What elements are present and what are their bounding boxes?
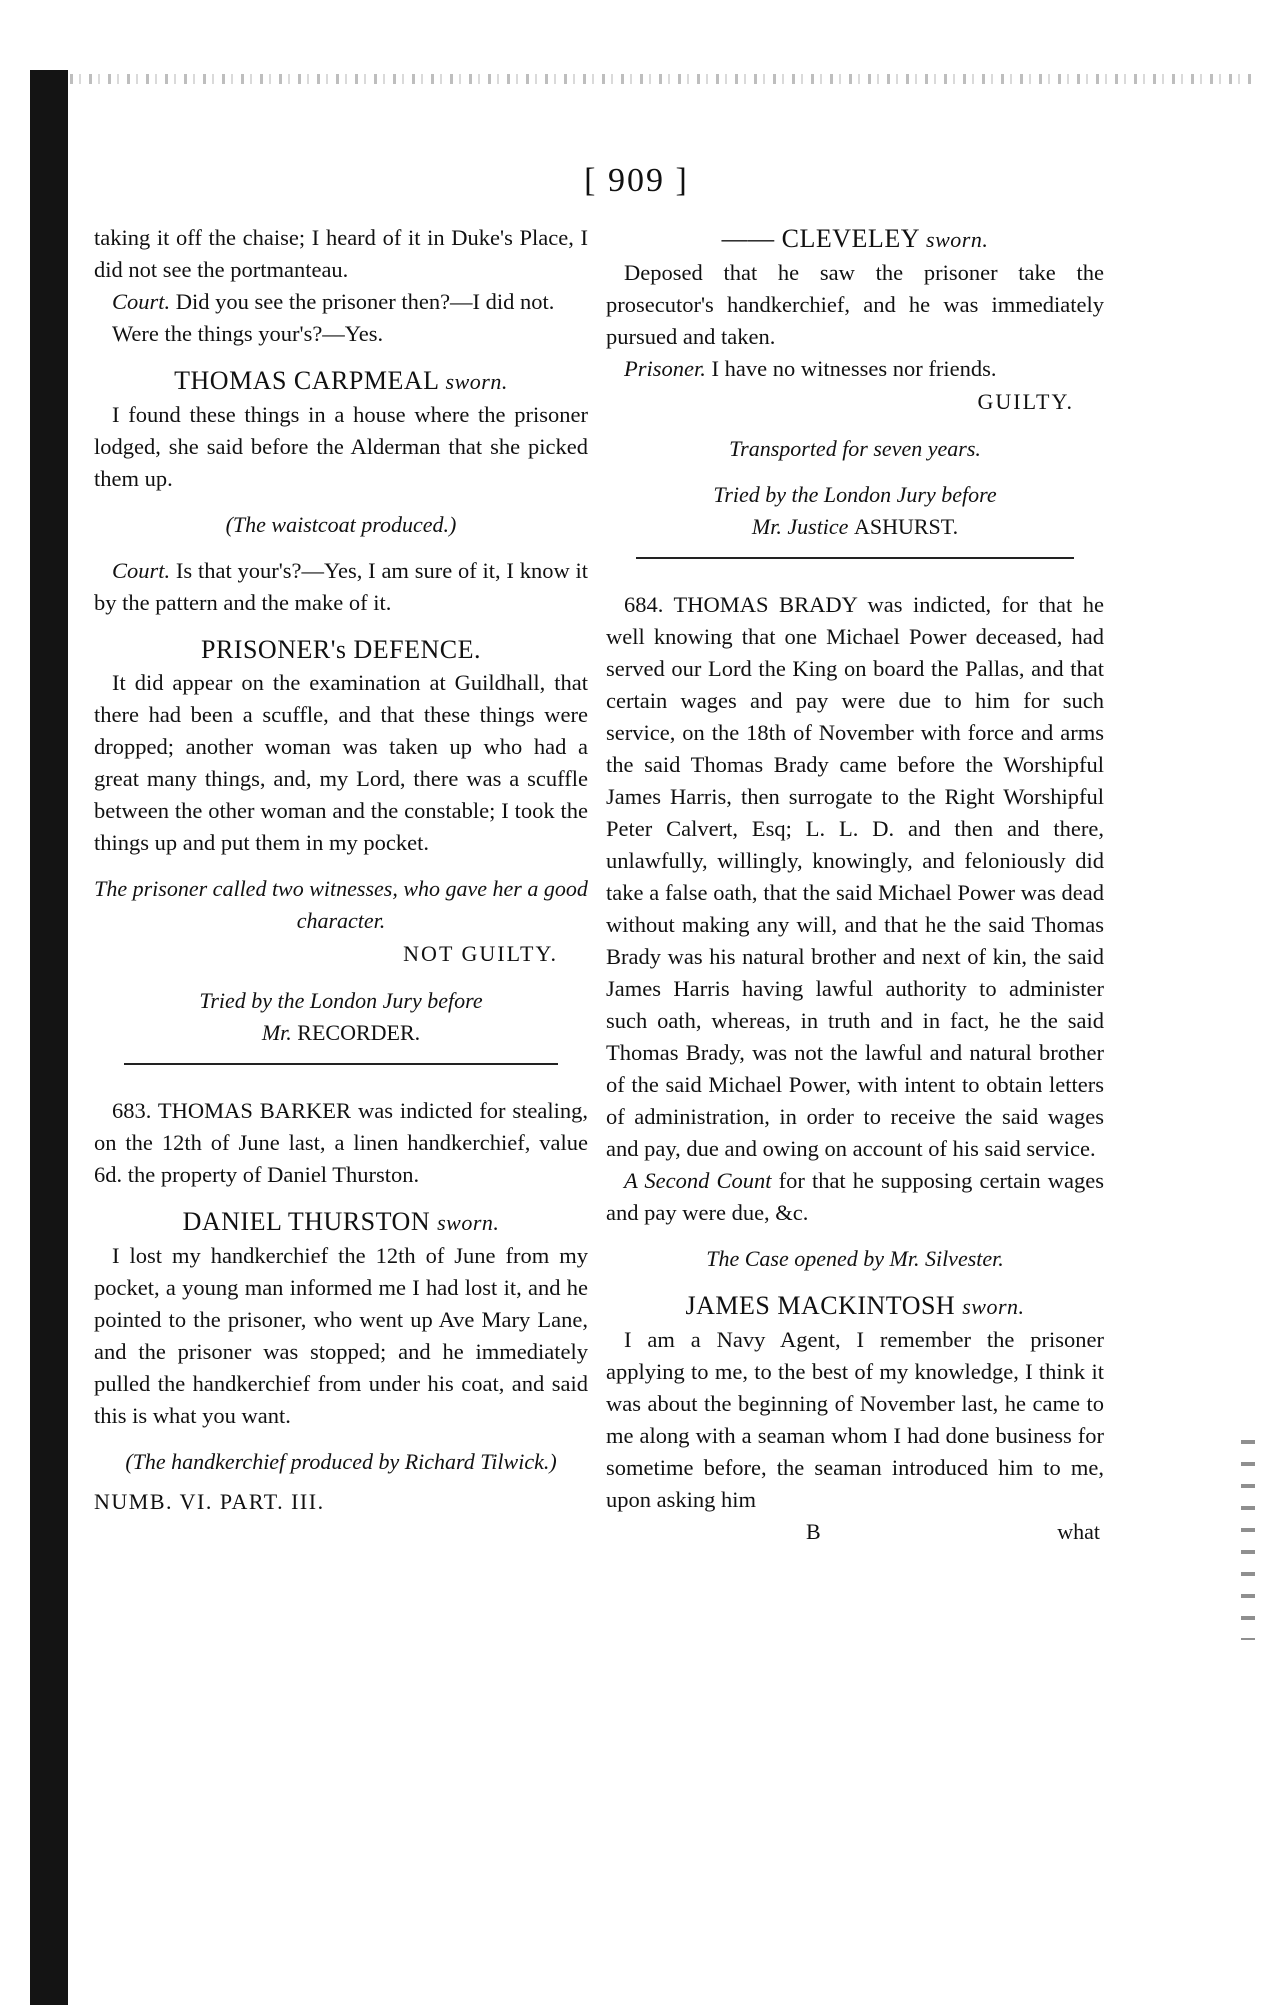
witness-testimony: I lost my handkerchief the 12th of June from my pocket, a young man informed me I had lost it, and he pointed to the prisoner, who went up Ave Mary Lane, and the prisoner was stopped; and he immediately pulled the handkerchief from under his coat, and said this is what you want. bbox=[94, 1243, 588, 1428]
witness-name: —— CLEVELEY bbox=[721, 224, 920, 253]
right-column bbox=[606, 222, 1104, 1548]
part-footer: NUMB. VI. PART. III. bbox=[94, 1489, 325, 1514]
scan-top-noise bbox=[70, 74, 1253, 84]
question-text: Did you see the prisoner then?—I did not. bbox=[170, 289, 555, 314]
judge-name: RECORDER. bbox=[297, 1020, 421, 1045]
continuation-text: taking it off the chaise; I heard of it in Duke's Place, I did not see the portmanteau. bbox=[94, 225, 588, 282]
judge-name: ASHURST. bbox=[853, 514, 959, 539]
speaker-label: Court. bbox=[112, 289, 171, 314]
sworn-label: sworn. bbox=[437, 1210, 500, 1235]
speaker-label: Prisoner. bbox=[624, 356, 706, 381]
sworn-label: sworn. bbox=[962, 1294, 1025, 1319]
second-count bbox=[606, 1165, 1104, 1229]
tried-line: Tried by the London Jury before bbox=[199, 988, 483, 1013]
tried-line-judge bbox=[606, 511, 1104, 543]
witness-name: THOMAS CARPMEAL bbox=[174, 366, 439, 395]
court-question bbox=[94, 286, 588, 318]
witness-name: DANIEL THURSTON bbox=[182, 1207, 431, 1236]
second-count-label: A Second Count bbox=[624, 1168, 772, 1193]
judge-title: Mr. Justice bbox=[751, 514, 849, 539]
exhibit-note: (The handkerchief produced by Richard Tilwick.) bbox=[125, 1449, 557, 1474]
witness-testimony: I am a Navy Agent, I remember the prisoner applying to me, to the best of my knowledge, I think it was about the beginning of November last, he came to me along with a seaman whom I had done business for sometime before, the seaman introduced him to me, upon asking him bbox=[606, 1327, 1104, 1512]
witness-testimony: Deposed that he saw the prisoner take the prosecutor's handkerchief, and he was immediately pursued and taken. bbox=[606, 260, 1104, 349]
verdict: NOT GUILTY. bbox=[403, 941, 558, 966]
case-indictment: 684. THOMAS BRADY was indicted, for that he well knowing that one Michael Power deceased, had served our Lord the King on board the Pallas, and that certain wages and pay were due to him for such service, on the 18th of November with force and arms the said Thomas Brady came before the Worshipful James Harris, then surrogate to the Right Worshipful Peter Calvert, Esq; L. L. D. and then and there, unlawfully, willingly, knowingly, and feloniously did take a false oath, that the said Michael Power was dead without making any will, and that he the said Thomas Brady was his natural brother and next of kin, the said James Harris having lawful authority to administer such oath, whereas, in truth and in fact, he the said Thomas Brady, was not the lawful and natural brother of the said Michael Power, with intent to obtain letters of administration, in order to receive the said wages and pay, due and owing on account of his said service. bbox=[606, 592, 1104, 1161]
court-question bbox=[94, 555, 588, 619]
judge-title: Mr. bbox=[261, 1020, 292, 1045]
signature-mark: B bbox=[806, 1519, 821, 1544]
verdict: GUILTY. bbox=[977, 389, 1074, 414]
section-divider bbox=[636, 557, 1074, 559]
speaker-label: Court. bbox=[112, 558, 171, 583]
prisoner-statement bbox=[606, 353, 1104, 385]
witness-name: JAMES MACKINTOSH bbox=[685, 1291, 956, 1320]
case-indictment: 683. THOMAS BARKER was indicted for stealing, on the 12th of June last, a linen handkerchief, value 6d. the property of Daniel Thurston. bbox=[94, 1098, 588, 1187]
witness-heading-carpmeal bbox=[94, 364, 588, 399]
sworn-label: sworn. bbox=[926, 227, 989, 252]
sentence: Transported for seven years. bbox=[729, 436, 981, 461]
page-foot bbox=[606, 1516, 1104, 1548]
left-column bbox=[94, 222, 588, 1518]
sworn-label: sworn. bbox=[445, 369, 508, 394]
section-divider bbox=[124, 1063, 558, 1065]
second-count-text: for that he supposing certain wages and pay were due, &c. bbox=[606, 1168, 1104, 1225]
witness-heading-mackintosh bbox=[606, 1289, 1104, 1324]
question-text: Is that your's?—Yes, I am sure of it, I know it by the pattern and the make of it. bbox=[94, 558, 588, 615]
catchword: what bbox=[1057, 1519, 1100, 1544]
witnesses-note: The prisoner called two witnesses, who gave her a good character. bbox=[94, 876, 588, 933]
witness-heading-cleveley bbox=[606, 222, 1104, 257]
witness-heading-thurston bbox=[94, 1205, 588, 1240]
exhibit-note: (The waistcoat produced.) bbox=[225, 512, 457, 537]
tried-line: Tried by the London Jury before bbox=[713, 482, 997, 507]
case-opened-note: The Case opened by Mr. Silvester. bbox=[706, 1246, 1004, 1271]
defence-text: It did appear on the examination at Guildhall, that there had been a scuffle, and that these things were dropped; another woman was taken up who had a great many things, and, my Lord, there was a scuffle between the other woman and the constable; I took the things up and put them in my pocket. bbox=[94, 670, 588, 855]
statement-text: I have no witnesses nor friends. bbox=[705, 356, 997, 381]
scan-edge-shadow bbox=[30, 70, 68, 2005]
tried-line-judge bbox=[94, 1017, 588, 1049]
page-number: [ 909 ] bbox=[584, 162, 689, 199]
question-answer: Were the things your's?—Yes. bbox=[112, 321, 384, 346]
scan-margin-marks bbox=[1241, 1440, 1255, 1640]
witness-testimony: I found these things in a house where the prisoner lodged, she said before the Alderman that she picked them up. bbox=[94, 402, 588, 491]
defence-heading: PRISONER's DEFENCE. bbox=[201, 635, 481, 664]
